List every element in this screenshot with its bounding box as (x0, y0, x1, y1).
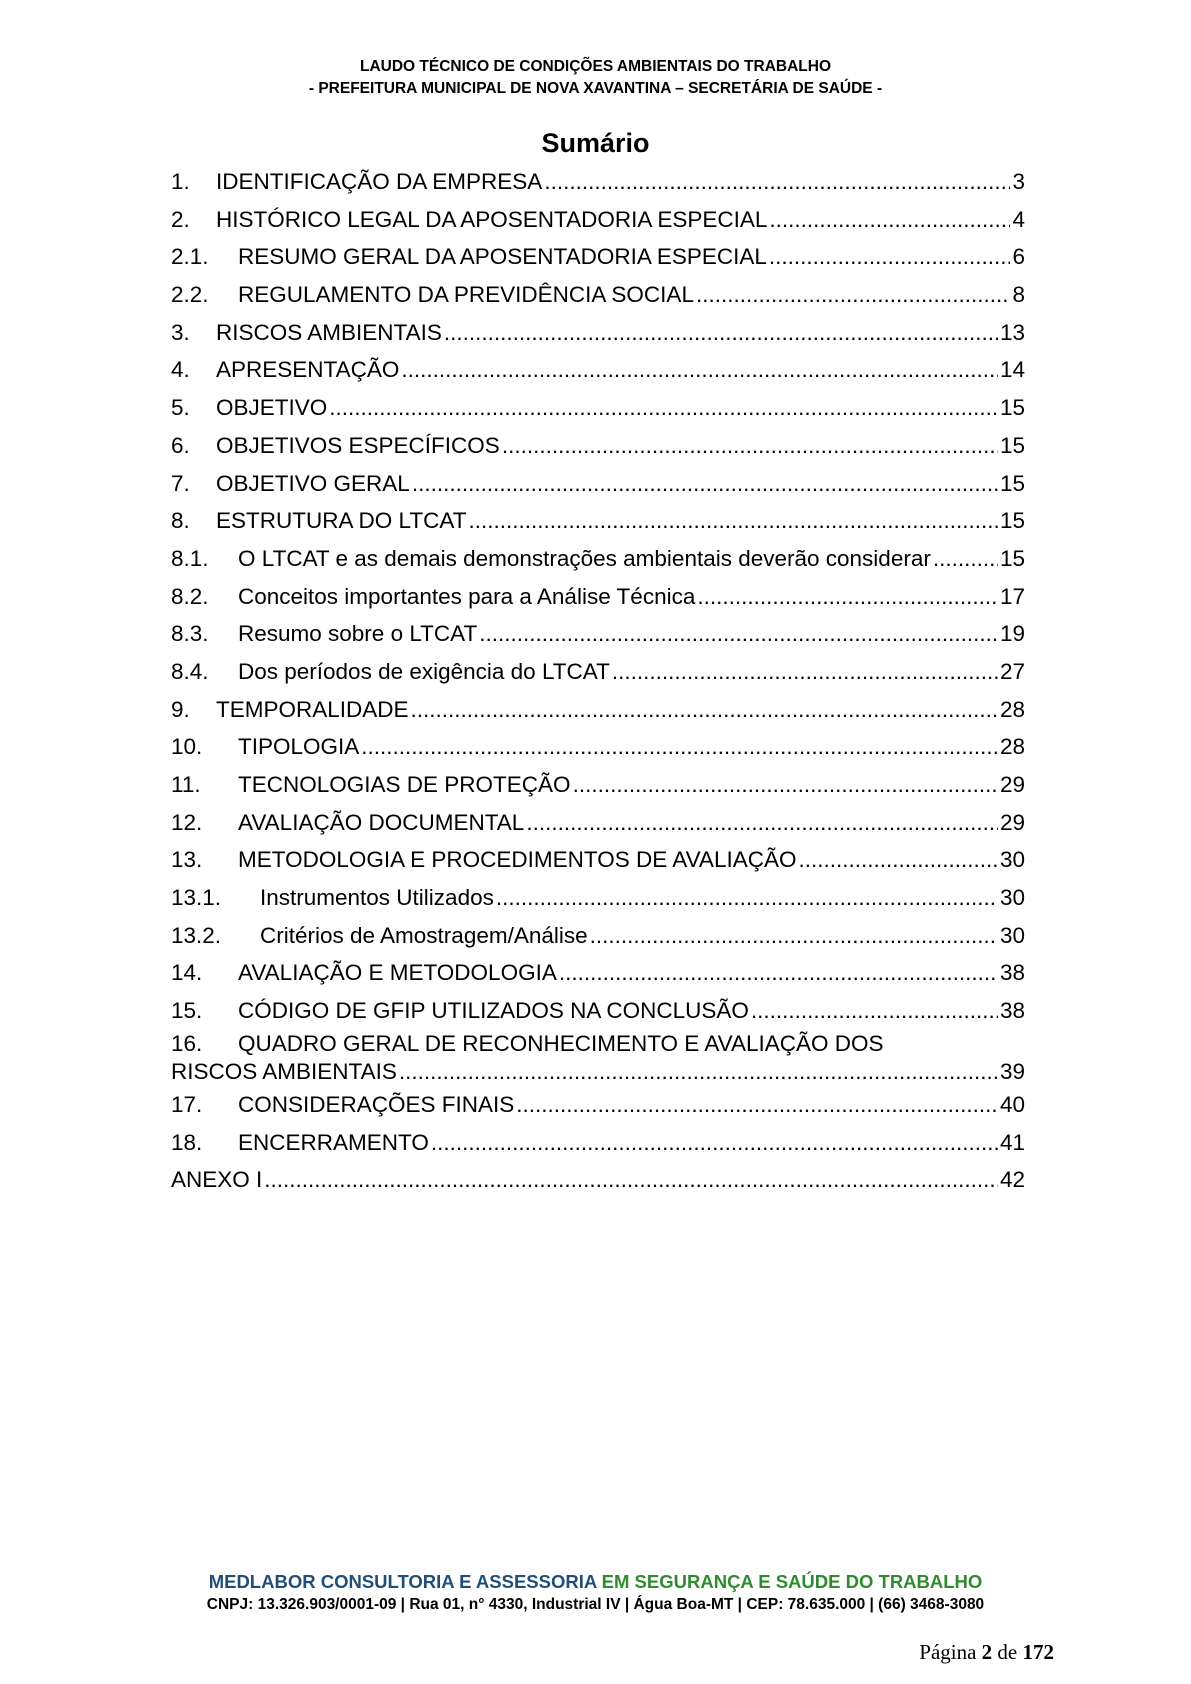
toc-leader-dots (329, 389, 998, 427)
toc-entry[interactable] (171, 841, 1025, 879)
page-number-prefix: Página (919, 1640, 977, 1664)
page-number (919, 1640, 1054, 1665)
toc-entry-page: 38 (999, 960, 1025, 986)
toc-leader-dots (361, 728, 998, 766)
toc-entry-label: Dos períodos de exigência do LTCAT (238, 658, 610, 684)
toc-entry-page: 28 (999, 734, 1025, 760)
toc-entry[interactable] (171, 465, 1025, 503)
page-number-separator: de (997, 1640, 1018, 1664)
toc-entry-label: HISTÓRICO LEGAL DA APOSENTADORIA ESPECIAL (216, 206, 768, 232)
toc-entry-number: 17. (171, 1091, 203, 1117)
toc-entry[interactable] (171, 389, 1025, 427)
toc-entry-line-1 (171, 1030, 1025, 1058)
toc-entry-page: 13 (999, 319, 1025, 345)
toc-leader-dots (264, 1161, 998, 1199)
toc-entry[interactable] (171, 1161, 1025, 1199)
toc-entry[interactable] (171, 992, 1025, 1030)
toc-entry-page: 17 (999, 583, 1025, 609)
toc-entry-label: IDENTIFICAÇÃO DA EMPRESA (216, 169, 543, 194)
toc-entry-page: 15 (999, 508, 1025, 534)
toc-leader-dots (431, 1124, 998, 1162)
toc-leader-dots (544, 163, 1010, 201)
toc-entry-number: 11. (171, 772, 201, 797)
toc-entry-page: 14 (999, 357, 1025, 383)
toc-entry-number: 15. (171, 998, 203, 1024)
toc-entry-number: 5. (171, 395, 190, 421)
document-header (0, 56, 1191, 100)
toc-entry[interactable] (171, 578, 1025, 616)
toc-entry[interactable] (171, 879, 1025, 917)
toc-leader-dots (399, 1058, 998, 1086)
toc-leader-dots (769, 238, 1011, 276)
toc-entry-page: 29 (999, 772, 1025, 797)
toc-entry[interactable] (171, 917, 1025, 955)
toc-entry-label: CONSIDERAÇÕES FINAIS (238, 1091, 515, 1117)
toc-entry[interactable] (171, 427, 1025, 465)
toc-entry-number: 7. (171, 470, 190, 496)
toc-entry-label: O LTCAT e as demais demonstrações ambientais deverão considerar (238, 545, 931, 571)
table-of-contents (171, 163, 1025, 1199)
toc-leader-dots (401, 351, 998, 389)
toc-entry-number: 3. (171, 319, 190, 345)
toc-entry-page: 19 (999, 621, 1025, 647)
toc-entry-page: 6 (1012, 244, 1025, 270)
toc-leader-dots (769, 201, 1010, 239)
toc-entry-number: 14. (171, 960, 203, 986)
toc-entry-number: 16. (171, 1030, 203, 1056)
toc-entry-line-2 (171, 1058, 1025, 1086)
toc-entry[interactable] (171, 1086, 1025, 1124)
toc-leader-dots (412, 465, 998, 503)
toc-entry-number: 8.3. (171, 621, 209, 647)
toc-entry-number: 13. (171, 847, 203, 873)
toc-entry[interactable] (171, 1124, 1025, 1162)
toc-leader-dots (444, 314, 998, 352)
toc-entry[interactable] (171, 1030, 1025, 1086)
toc-entry-page: 15 (999, 470, 1025, 496)
toc-entry[interactable] (171, 502, 1025, 540)
toc-entry-page: 15 (999, 545, 1025, 571)
header-subtitle: - PREFEITURA MUNICIPAL DE NOVA XAVANTINA – SECRETÁRIA DE SAÚDE - (308, 80, 883, 97)
toc-entry-page: 41 (999, 1129, 1025, 1155)
toc-entry-label: Instrumentos Utilizados (260, 885, 494, 911)
toc-entry-label: AVALIAÇÃO DOCUMENTAL (238, 809, 525, 835)
toc-entry-page: 30 (999, 885, 1025, 911)
toc-entry[interactable] (171, 540, 1025, 578)
toc-entry[interactable] (171, 314, 1025, 352)
toc-leader-dots (502, 427, 998, 465)
footer-company (0, 1570, 1191, 1594)
toc-leader-dots (573, 766, 998, 804)
toc-entry[interactable] (171, 653, 1025, 691)
toc-leader-dots (590, 917, 998, 955)
toc-title: Sumário (541, 128, 650, 158)
toc-leader-dots (526, 804, 998, 842)
toc-entry-number: 1. (171, 169, 190, 194)
toc-leader-dots (479, 615, 998, 653)
toc-entry-number: 6. (171, 432, 190, 458)
toc-entry-page: 30 (999, 922, 1025, 948)
toc-entry-label-continued: RISCOS AMBIENTAIS (171, 1058, 397, 1084)
toc-entry-number: 13.1. (171, 885, 222, 911)
footer-address: CNPJ: 13.326.903/0001-09 | Rua 01, n° 4330, Industrial IV | Água Boa-MT | CEP: 78.635.000 | (66) 3468-3080 (206, 1596, 985, 1613)
toc-entry-page: 30 (999, 847, 1025, 873)
toc-entry-label: ENCERRAMENTO (238, 1129, 429, 1155)
toc-entry-number: 10. (171, 734, 203, 760)
toc-entry-page: 38 (999, 998, 1025, 1024)
toc-entry-label: Resumo sobre o LTCAT (238, 621, 478, 647)
toc-leader-dots (933, 540, 998, 578)
toc-entry-label: APRESENTAÇÃO (216, 357, 400, 383)
toc-entry[interactable] (171, 728, 1025, 766)
toc-entry[interactable] (171, 954, 1025, 992)
page-number-total: 172 (1022, 1640, 1054, 1664)
toc-leader-dots (496, 879, 998, 917)
toc-entry-label: TIPOLOGIA (238, 734, 360, 760)
toc-entry-label: Conceitos importantes para a Análise Técnica (238, 583, 696, 609)
toc-entry-label: OBJETIVO GERAL (216, 470, 410, 496)
toc-entry[interactable] (171, 238, 1025, 276)
toc-entry-number: 18. (171, 1129, 203, 1155)
toc-entry-number: 13.2. (171, 922, 222, 948)
toc-entry[interactable] (171, 766, 1025, 804)
toc-entry-number: 2.2. (171, 282, 209, 308)
toc-entry-number: 9. (171, 696, 190, 722)
toc-entry[interactable] (171, 351, 1025, 389)
toc-leader-dots (516, 1086, 998, 1124)
toc-entry-page: 3 (1012, 169, 1025, 194)
toc-entry[interactable] (171, 276, 1025, 314)
toc-entry-number: 2.1. (171, 244, 209, 270)
document-footer (0, 1570, 1191, 1616)
toc-entry-label: TEMPORALIDADE (216, 696, 409, 722)
toc-entry-label: ESTRUTURA DO LTCAT (216, 508, 467, 534)
toc-entry-page: 29 (999, 809, 1025, 835)
toc-entry[interactable] (171, 615, 1025, 653)
toc-leader-dots (798, 841, 998, 879)
toc-entry-number: 8. (171, 508, 190, 534)
toc-entry-label: CÓDIGO DE GFIP UTILIZADOS NA CONCLUSÃO (238, 998, 749, 1024)
toc-entry-page: 40 (999, 1091, 1025, 1117)
toc-entry-page: 39 (999, 1058, 1025, 1084)
toc-leader-dots (468, 502, 998, 540)
toc-entry[interactable] (171, 804, 1025, 842)
toc-entry-label: TECNOLOGIAS DE PROTEÇÃO (238, 772, 571, 797)
toc-entry-label: RISCOS AMBIENTAIS (216, 319, 442, 345)
toc-entry-label: OBJETIVOS ESPECÍFICOS (216, 432, 500, 458)
toc-entry-label: METODOLOGIA E PROCEDIMENTOS DE AVALIAÇÃO (238, 847, 797, 873)
toc-entry[interactable] (171, 201, 1025, 239)
toc-entry-page: 15 (999, 432, 1025, 458)
toc-leader-dots (612, 653, 998, 691)
toc-leader-dots (697, 578, 998, 616)
toc-entry-number: 8.4. (171, 658, 209, 684)
toc-entry-page: 15 (999, 395, 1025, 421)
toc-entry-label: QUADRO GERAL DE RECONHECIMENTO E AVALIAÇÃO DOS (238, 1030, 884, 1056)
toc-entry-page: 27 (999, 658, 1025, 684)
toc-entry-number: 4. (171, 357, 190, 383)
toc-entry-number: 2. (171, 206, 190, 232)
toc-entry-label: ANEXO I (171, 1167, 263, 1193)
toc-entry-page: 4 (1012, 206, 1025, 232)
toc-entry-label: Critérios de Amostragem/Análise (260, 922, 588, 948)
toc-entry-label: OBJETIVO (216, 395, 328, 421)
toc-leader-dots (696, 276, 1011, 314)
toc-leader-dots (559, 954, 998, 992)
header-title: LAUDO TÉCNICO DE CONDIÇÕES AMBIENTAIS DO TRABALHO (359, 58, 832, 75)
toc-entry[interactable] (171, 163, 1025, 201)
toc-entry-label: REGULAMENTO DA PREVIDÊNCIA SOCIAL (238, 282, 694, 308)
toc-entry-page: 42 (999, 1167, 1025, 1193)
toc-entry-label: RESUMO GERAL DA APOSENTADORIA ESPECIAL (238, 244, 767, 270)
toc-entry[interactable] (171, 691, 1025, 729)
footer-company-name: MEDLABOR CONSULTORIA E ASSESSORIA (208, 1571, 597, 1592)
footer-company-tagline: EM SEGURANÇA E SAÚDE DO TRABALHO (601, 1571, 983, 1592)
toc-entry-label: AVALIAÇÃO E METODOLOGIA (238, 960, 557, 986)
toc-entry-number: 12. (171, 809, 203, 835)
toc-entry-page: 8 (1012, 282, 1025, 308)
toc-entry-number: 8.1. (171, 545, 209, 571)
toc-entry-number: 8.2. (171, 583, 209, 609)
page-number-current: 2 (981, 1640, 993, 1664)
toc-leader-dots (411, 691, 998, 729)
toc-entry-page: 28 (999, 696, 1025, 722)
toc-leader-dots (751, 992, 998, 1030)
